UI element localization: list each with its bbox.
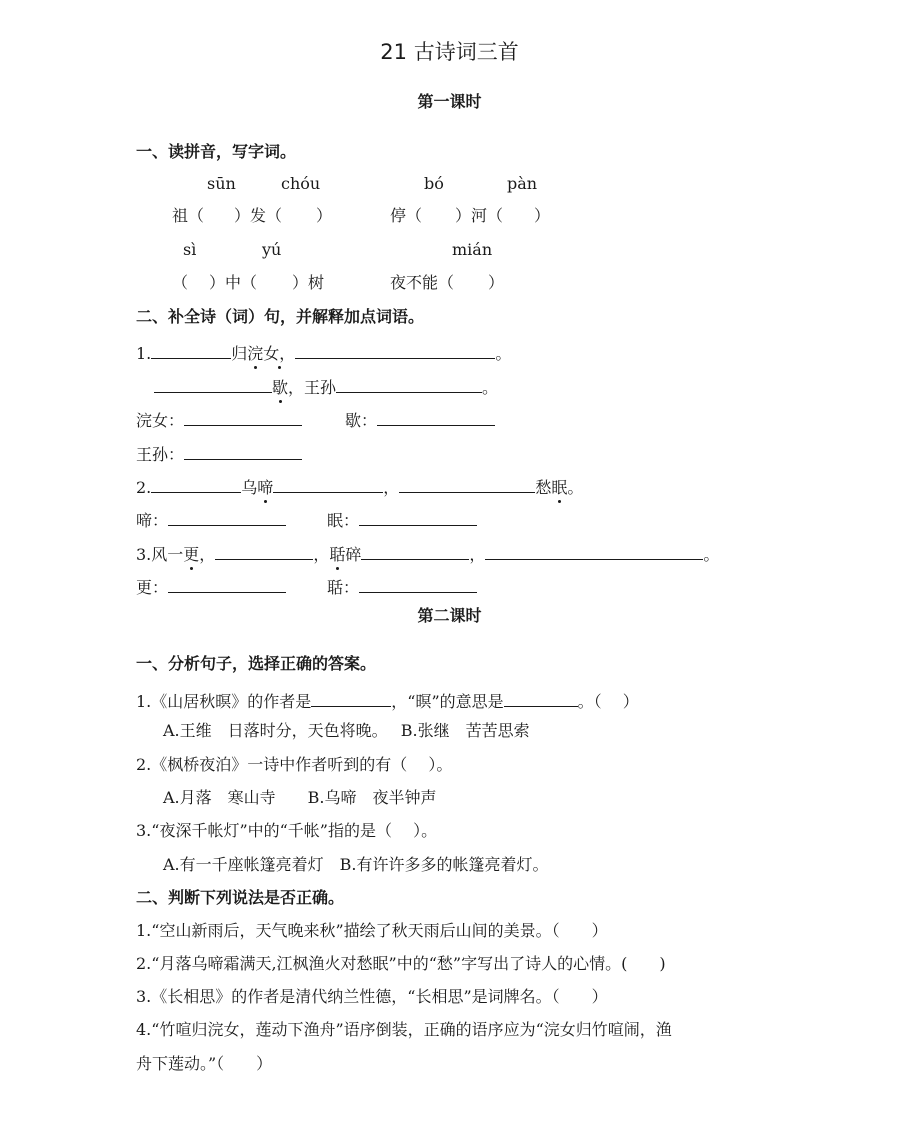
explain-mian-label: 眠： — [327, 511, 360, 530]
choice-q1-options: A.王维 日落时分，天色将晚。 B.张继 苦苦思索 — [163, 721, 530, 740]
q3-end: 。 — [703, 545, 720, 564]
poem-q3 — [136, 543, 719, 563]
poem-q2 — [136, 476, 583, 496]
explain-huannv-blank[interactable] — [184, 409, 302, 426]
explain-geng — [136, 576, 286, 596]
q1-wangsun: ，王孙 — [288, 378, 337, 397]
explain-guo-blank[interactable] — [359, 576, 477, 593]
char-blank-zu: 祖（ — [172, 206, 205, 225]
judge-item-1: 1.“空山新雨后，天气晚来秋”描绘了秋天雨后山间的美景。（ ） — [136, 921, 608, 940]
choice-q1-blank-1[interactable] — [311, 690, 391, 707]
q2-wu: 乌 — [241, 478, 258, 497]
q3-sui: 碎 — [345, 545, 362, 564]
explain-geng-blank[interactable] — [168, 576, 286, 593]
poem-q1-line1 — [136, 342, 511, 362]
explain-mian-blank[interactable] — [359, 509, 477, 526]
q3-geng-dotted: 更 — [183, 545, 200, 564]
explain-ti — [136, 509, 286, 529]
q3-comma-1: ， — [199, 545, 216, 564]
q2-mian-dotted: 眠 — [551, 478, 568, 497]
q2-ti-dotted: 啼 — [257, 478, 274, 497]
explain-geng-label: 更： — [136, 578, 169, 597]
pinyin-si: sì — [183, 240, 197, 259]
judge-item-4-cont: 舟下莲动。”（ ） — [136, 1054, 273, 1073]
q1-l2-end: 。 — [482, 378, 499, 397]
pinyin-chou: chóu — [281, 174, 321, 193]
q2-blank-3[interactable] — [399, 476, 535, 493]
q1-blank-4[interactable] — [336, 376, 482, 393]
page-title: 21 古诗词三首 — [380, 40, 519, 64]
explain-xie-blank[interactable] — [377, 409, 495, 426]
judge-item-2: 2.“月落乌啼霜满天,江枫渔火对愁眠”中的“愁”字写出了诗人的心情。( ) — [136, 954, 666, 973]
q3-guo-dotted: 聒 — [329, 545, 346, 564]
char-blank-fa: ）发（ — [234, 206, 283, 225]
q2-chou: 愁 — [535, 478, 552, 497]
choice-q2-options: A.月落 寒山寺 B.乌啼 夜半钟声 — [163, 788, 437, 807]
choice-q1-c: 。（ ） — [577, 692, 639, 711]
q3-comma-2: ， — [313, 545, 330, 564]
q1-gui: 归 — [231, 344, 248, 363]
l1-section-1-title: 一、读拼音，写字词。 — [136, 142, 297, 161]
explain-guo — [327, 576, 477, 596]
explain-wangsun — [136, 443, 302, 463]
char-close-2: ） — [534, 206, 551, 225]
q1-end: 。 — [495, 344, 512, 363]
q1-huan-dotted: 浣 — [247, 344, 264, 363]
choice-q1-b: ，“暝”的意思是 — [391, 692, 504, 711]
explain-wangsun-blank[interactable] — [184, 443, 302, 460]
char-blank-ye: 夜不能（ — [390, 273, 455, 292]
l2-section-1-title: 一、分析句子，选择正确的答案。 — [136, 654, 377, 673]
char-blank-zhong: ）中（ — [209, 273, 258, 292]
choice-q1-blank-2[interactable] — [504, 690, 578, 707]
judge-item-3: 3.《长相思》的作者是清代纳兰性德，“长相思”是词牌名。（ ） — [136, 987, 608, 1006]
pinyin-sun: sūn — [207, 174, 236, 193]
explain-ti-label: 啼： — [136, 511, 169, 530]
judge-item-4: 4.“竹喧归浣女，莲动下渔舟”语序倒装，正确的语序应为“浣女归竹喧闹，渔 — [136, 1020, 672, 1039]
explain-xie-label: 歇： — [345, 411, 378, 430]
char-blank-he: ）河（ — [455, 206, 504, 225]
explain-mian — [327, 509, 477, 529]
choice-q3: 3.“夜深千帐灯”中的“千帐”指的是（ ）。 — [136, 821, 438, 840]
q3-blank-1[interactable] — [215, 543, 313, 560]
choice-q3-options: A.有一千座帐篷亮着灯 B.有许许多多的帐篷亮着灯。 — [163, 855, 549, 874]
choice-q1-a: 1.《山居秋暝》的作者是 — [136, 692, 312, 711]
char-close-4: ） — [488, 273, 505, 292]
q3-blank-3[interactable] — [485, 543, 703, 560]
q3-fengyi: 3.风一 — [136, 545, 184, 564]
q1-nv-dotted: 女， — [263, 344, 296, 363]
poem-q1-line2 — [154, 376, 498, 396]
q2-blank-1[interactable] — [151, 476, 241, 493]
lesson-1-heading: 第一课时 — [417, 92, 482, 111]
q3-comma-3: ， — [469, 545, 486, 564]
pinyin-pan: pàn — [507, 174, 538, 193]
pinyin-bo: bó — [424, 174, 444, 193]
pinyin-yu: yú — [262, 240, 282, 259]
lesson-2-heading: 第二课时 — [417, 606, 482, 625]
q1-blank-2[interactable] — [295, 342, 495, 359]
choice-q2: 2.《枫桥夜泊》一诗中作者听到的有（ ）。 — [136, 755, 453, 774]
choice-q1 — [136, 690, 639, 710]
q1-blank-3[interactable] — [154, 376, 272, 393]
l2-section-2-title: 二、判断下列说法是否正确。 — [136, 888, 345, 907]
l1-section-2-title: 二、补全诗（词）句，并解释加点词语。 — [136, 307, 425, 326]
q3-blank-2[interactable] — [361, 543, 469, 560]
char-blank-ting: 停（ — [390, 206, 423, 225]
explain-huannv-label: 浣女： — [136, 411, 185, 430]
q2-end: 。 — [567, 478, 584, 497]
explain-xie — [345, 409, 495, 429]
q2-blank-2[interactable] — [273, 476, 383, 493]
char-blank-shu: ）树 — [292, 273, 325, 292]
q1-blank-1[interactable] — [151, 342, 231, 359]
explain-huannv — [136, 409, 302, 429]
q2-number: 2. — [136, 478, 152, 497]
explain-guo-label: 聒： — [327, 578, 360, 597]
explain-ti-blank[interactable] — [168, 509, 286, 526]
explain-wangsun-label: 王孙： — [136, 445, 185, 464]
char-open-3: （ — [172, 273, 189, 292]
pinyin-mian: mián — [452, 240, 493, 259]
q1-number: 1. — [136, 344, 152, 363]
char-close-1: ） — [316, 206, 333, 225]
q2-comma: ， — [383, 478, 400, 497]
q1-xie-dotted: 歇 — [272, 378, 289, 397]
